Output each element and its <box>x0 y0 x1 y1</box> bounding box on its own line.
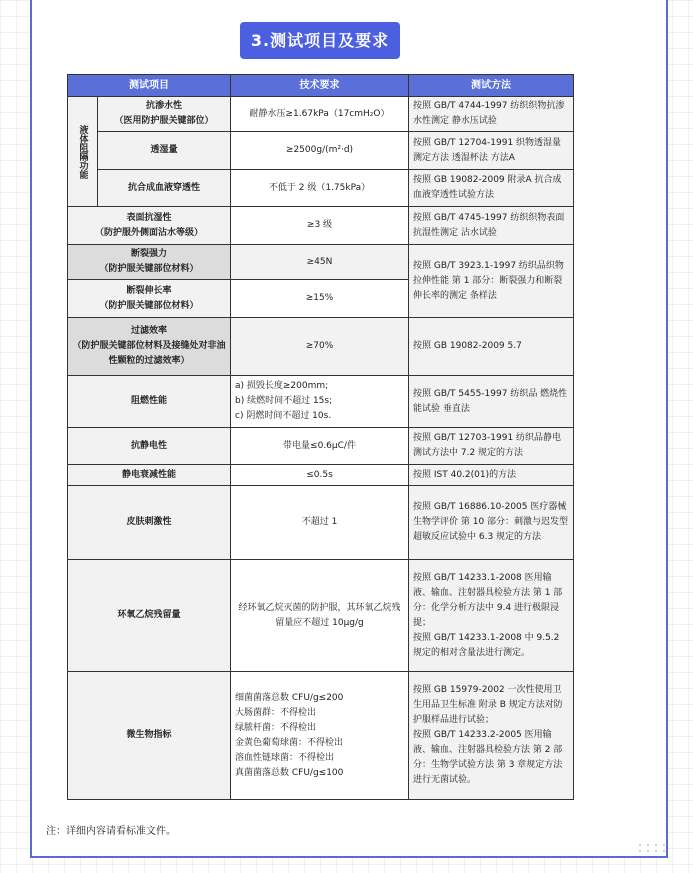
liquid-barrier-group-label: 液体阻隔功能 <box>68 97 98 207</box>
table-row <box>68 465 574 486</box>
item-cell: 环氧乙烷残留量 <box>68 560 231 672</box>
header-test-item: 测试项目 <box>68 75 231 97</box>
item-cell: 透湿量 <box>98 132 231 170</box>
requirement-cell: 不低于 2 级（1.75kPa） <box>231 170 409 207</box>
requirement-cell: 耐静水压≥1.67kPa（17cmH₂O） <box>231 97 409 132</box>
item-cell: 抗合成血液穿透性 <box>98 170 231 207</box>
item-cell: 抗静电性 <box>68 428 231 465</box>
item-cell: 表面抗湿性 （防护服外侧面沾水等级） <box>68 207 231 245</box>
footnote: 注：详细内容请看标准文件。 <box>46 826 176 837</box>
requirement-cell: ≤0.5s <box>231 465 409 486</box>
item-cell: 皮肤刺激性 <box>68 486 231 560</box>
decorative-dots <box>636 842 666 854</box>
item-cell: 静电衰减性能 <box>68 465 231 486</box>
item-cell: 断裂伸长率 （防护服关键部位材料） <box>68 280 231 318</box>
requirement-cell: 不超过 1 <box>231 486 409 560</box>
header-technical-requirement: 技术要求 <box>231 75 409 97</box>
requirement-cell: 经环氧乙烷灭菌的防护服，其环氧乙烷残留量应不超过 10μg/g <box>231 560 409 672</box>
requirement-cell: 细菌菌落总数 CFU/g≤200 大肠菌群：不得检出 绿脓杆菌：不得检出 金黄色葡萄球菌：不得检出 溶血性链球菌：不得检出 真菌菌落总数 CFU/g≤100 <box>231 672 409 800</box>
item-cell: 微生物指标 <box>68 672 231 800</box>
table-row <box>68 132 574 170</box>
requirement-cell: ≥15% <box>231 280 409 318</box>
table-header-row <box>68 75 574 97</box>
method-cell: 按照 GB/T 12703-1991 纺织品静电测试方法中 7.2 规定的方法 <box>409 428 574 465</box>
section-title: 3.测试项目及要求 <box>240 22 400 59</box>
table-row <box>68 207 574 245</box>
table-row <box>68 486 574 560</box>
requirement-cell: ≥3 级 <box>231 207 409 245</box>
table-row <box>68 672 574 800</box>
method-cell: 按照 IST 40.2(01)的方法 <box>409 465 574 486</box>
method-cell: 按照 GB/T 5455-1997 纺织品 燃烧性能试验 垂直法 <box>409 376 574 428</box>
method-cell: 按照 GB/T 16886.10-2005 医疗器械生物学评价 第 10 部分：刺激与迟发型超敏反应试验中 6.3 规定的方法 <box>409 486 574 560</box>
method-cell: 按照 GB/T 3923.1-1997 纺织品织物拉伸性能 第 1 部分：断裂强力和断裂伸长率的测定 条样法 <box>409 245 574 318</box>
item-cell: 阻燃性能 <box>68 376 231 428</box>
method-cell: 按照 GB 19082-2009 5.7 <box>409 318 574 376</box>
requirement-cell: ≥70% <box>231 318 409 376</box>
table-row <box>68 170 574 207</box>
method-cell: 按照 GB/T 12704-1991 织物透湿量测定方法 透湿杯法 方法A <box>409 132 574 170</box>
method-cell: 按照 GB/T 4745-1997 纺织织物表面抗湿性测定 沾水试验 <box>409 207 574 245</box>
method-cell: 按照 GB/T 4744-1997 纺织织物抗渗水性测定 静水压试验 <box>409 97 574 132</box>
table-row <box>68 245 574 280</box>
table-row <box>68 428 574 465</box>
test-requirements-table <box>67 74 574 800</box>
item-cell: 过滤效率 （防护服关键部位材料及接缝处对非油性颗粒的过滤效率） <box>68 318 231 376</box>
method-cell: 按照 GB/T 14233.1-2008 医用输液、输血、注射器具检验方法 第 1 部分：化学分析方法中 9.4 进行极限浸提； 按照 GB/T 14233.1-2008 中 9.5.2 规定的相对含量法进行测定。 <box>409 560 574 672</box>
header-test-method: 测试方法 <box>409 75 574 97</box>
table-row <box>68 97 574 132</box>
item-cell: 抗渗水性 （医用防护服关键部位） <box>98 97 231 132</box>
method-cell: 按照 GB 15979-2002 一次性使用卫生用品卫生标准 附录 B 规定方法对防护服样品进行试验； 按照 GB/T 14233.2-2005 医用输液、输血、注射器具检验方法 第 2 部分：生物学试验方法 第 3 章规定方法进行无菌试验。 <box>409 672 574 800</box>
table-row <box>68 560 574 672</box>
method-cell: 按照 GB 19082-2009 附录A 抗合成血液穿透性试验方法 <box>409 170 574 207</box>
table-row <box>68 376 574 428</box>
requirement-cell: a) 损毁长度≥200mm; b) 续燃时间不超过 15s; c) 阴燃时间不超过 10s. <box>231 376 409 428</box>
requirement-cell: ≥2500g/(m²·d) <box>231 132 409 170</box>
requirement-cell: 带电量≤0.6μC/件 <box>231 428 409 465</box>
table-row <box>68 318 574 376</box>
requirement-cell: ≥45N <box>231 245 409 280</box>
item-cell: 断裂强力 （防护服关键部位材料） <box>68 245 231 280</box>
